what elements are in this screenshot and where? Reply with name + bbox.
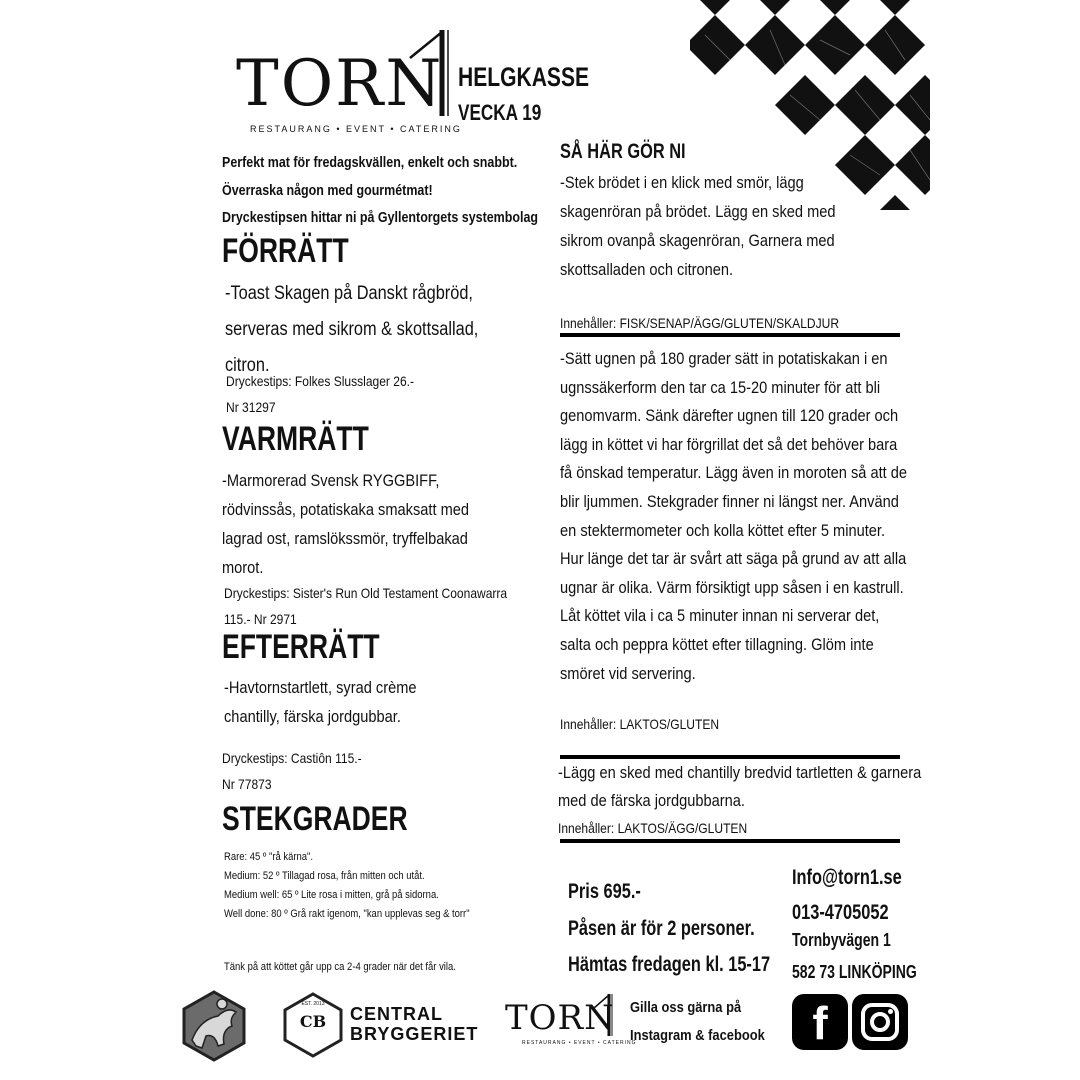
dessert-drink-tip: Dryckestips: Castiôn 115.- Nr 77873 <box>222 750 362 792</box>
doneness-list <box>224 848 510 924</box>
intro-line-3: Dryckestipsen hittar ni på Gyllentorgets systembolag <box>222 210 539 226</box>
starter-instructions: -Stek brödet i en klick med smör, lägg skagenröran på brödet. Lägg en sked med sikrom ovanpå skagenröran, Garnera med skottsalladen och citronen. <box>560 173 836 279</box>
dessert-heading: EFTERRÄTT <box>222 628 380 666</box>
doneness-heading: STEKGRADER <box>222 800 408 838</box>
dessert-instructions: -Lägg en sked med chantilly bredvid tartletten & garnera med de färska jordgubbarna. <box>558 763 922 810</box>
divider-1 <box>560 333 900 337</box>
week-label: VECKA 19 <box>458 100 542 125</box>
contact-street: Tornbyvägen 1 <box>792 930 891 950</box>
divider-3 <box>560 839 900 843</box>
contact-email[interactable]: Info@torn1.se <box>792 866 902 889</box>
dessert-allergens: Innehåller: LAKTOS/ÄGG/GLUTEN <box>558 820 748 836</box>
starter-drink-tip: Dryckestips: Folkes Slusslager 26.- Nr 31297 <box>226 373 415 415</box>
instagram-icon[interactable] <box>852 994 908 1050</box>
doneness-item-rare: Rare: 45 º "rå kärna". <box>224 851 314 863</box>
brewery-name-line-2: BRYGGERIET <box>350 1024 479 1044</box>
main-course-instructions: -Sätt ugnen på 180 grader sätt in potatiskakan i en ugnssäkerform den tar ca 15-20 minuter för att bli genomvarm. Sänk därefter ugnen till 120 grader och lägg in köttet vi har förgrillat det så det behöver bara få önskad temperatur. Lägg även in moroten så att de blir ljummen. Stekgrader finner ni längst ner. Använd en stektermometer och kolla köttet efter 5 minuter. Hur länge det tar är svårt att säga på grund av att alla ugnar är olika. Värm försiktigt upp såsen i en kastrull. Låt köttet vila i ca 5 minuter innan ni serverar det, salta och peppra köttet efter tillagning. Glöm inte smöret vid servering. <box>560 349 908 683</box>
doneness-item-well-done: Well done: 80 º Grå rakt igenom, "kan upplevas seg & torr" <box>224 908 470 920</box>
logo-text: TORN <box>236 47 444 121</box>
intro-line-1: Perfekt mat för fredagskvällen, enkelt och snabbt. <box>222 155 518 171</box>
starter-description: -Toast Skagen på Danskt rågbröd, serveras med sikrom & skottsallad, citron. <box>225 283 479 376</box>
page-title: HELGKASSE <box>458 62 590 92</box>
main-course-heading: VARMRÄTT <box>222 420 369 458</box>
main-course-allergens: Innehåller: LAKTOS/GLUTEN <box>560 716 720 732</box>
main-course-description: -Marmorerad Svensk RYGGBIFF, rödvinssås, potatiskaka smaksatt med lagrad ost, ramslökssmör, tryffelbakad morot. <box>222 471 470 577</box>
small-torn1-logo: TORN <box>505 998 615 1038</box>
doneness-note: Tänk på att köttet går upp ca 2-4 grader när det får vila. <box>224 961 456 973</box>
horse-rider-logo <box>178 990 250 1062</box>
pickup-time: Hämtas fredagen kl. 15-17 <box>568 953 771 976</box>
brewery-name-line-1: CENTRAL <box>350 1004 443 1024</box>
starter-allergens: Innehåller: FISK/SENAP/ÄGG/GLUTEN/SKALDJUR <box>560 315 840 331</box>
facebook-glyph: f <box>812 997 828 1049</box>
main-course-drink-tip: Dryckestips: Sister's Run Old Testament Coonawarra 115.- Nr 2971 <box>224 585 508 627</box>
contact-city: 582 73 LINKÖPING <box>792 962 917 982</box>
doneness-item-medium-well: Medium well: 65 º Lite rosa i mitten, grå på sidorna. <box>224 889 439 901</box>
small-logo-numeral-one <box>592 992 614 1038</box>
small-logo-subtitle: RESTAURANG • EVENT • CATERING <box>522 1040 637 1046</box>
logo-subtitle: RESTAURANG • EVENT • CATERING <box>250 124 462 134</box>
logo-numeral-one <box>404 28 452 118</box>
doneness-item-medium: Medium: 52 º Tillagad rosa, från mitten och utåt. <box>224 870 425 882</box>
brewery-since: EST. 2013 <box>301 1001 325 1007</box>
instagram-glyph <box>852 994 908 1050</box>
social-callout: Gilla oss gärna på Instagram & facebook <box>630 999 765 1044</box>
instructions-heading: SÅ HÄR GÖR NI <box>560 140 686 163</box>
intro-line-2: Överraska någon med gourmétmat! <box>222 183 433 199</box>
facebook-icon[interactable] <box>792 994 848 1050</box>
brewery-badge-text: CB <box>299 1012 327 1031</box>
dessert-description: -Havtornstartlett, syrad crème chantilly, färska jordgubbar. <box>224 678 417 726</box>
contact-phone[interactable]: 013-4705052 <box>792 901 889 924</box>
portions: Påsen är för 2 personer. <box>568 917 755 940</box>
starter-heading: FÖRRÄTT <box>222 232 349 270</box>
price: Pris 695.- <box>568 880 641 903</box>
